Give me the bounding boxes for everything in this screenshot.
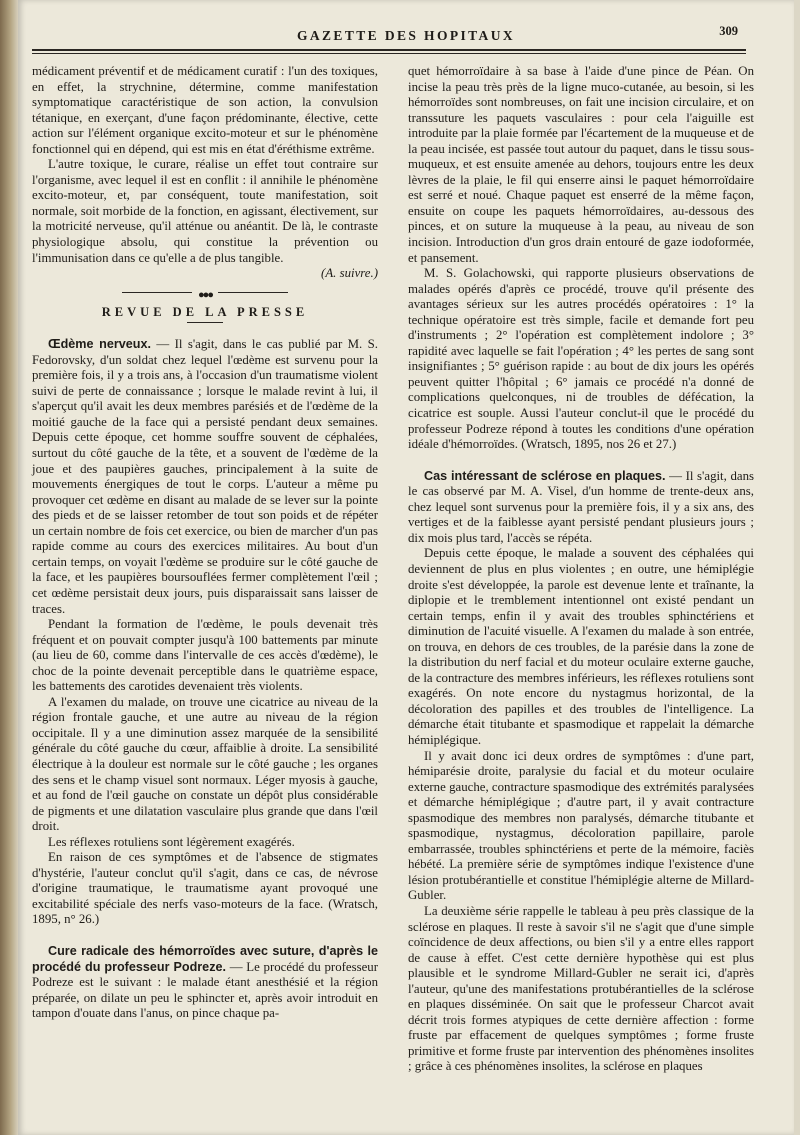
section-heading: REVUE DE LA PRESSE	[101, 304, 309, 319]
paragraph: quet hémorroïdaire à sa base à l'aide d'une pince de Péan. On incise la peau très près de la ligne muco-cutanée, au besoin, si les hémorroïdes sont nombreuses, on fait une incision circulaire, et on transsuture les paquets vasculaires : pour cela l'aiguille est introduite par la plaie formée par l'écartement de la muqueuse et de la peau incisée, est passée tout autour du paquet, dans le tissu sous-muqueux, et est ensuite amenée au dehors, toujours entre les deux lèvres de la plaie, le fil qui enserre ainsi le paquet hémorroïdaire est serré et noué. Chaque paquet est enserré de la même façon, ensuite on coupe les paquets hémorroïdaires, au-dessous des pinces, et on suture la muqueuse à la peau, au niveau de son incision. Introduction d'un gros drain entouré de gaze iodoformée, et pansement.	[408, 64, 754, 265]
header-rule-thin	[32, 53, 746, 54]
section-separator: ●●●	[32, 287, 378, 297]
right-column	[408, 64, 754, 1075]
paragraph: La deuxième série rappelle le tableau à peu près classique de la sclérose en plaques. Il reste à savoir s'il ne s'agit que d'une simple coïncidence de deux affections, ou bien s'il y a entre elles rapport de cause à effet. C'est cette dernière hypothèse qui est plus plausible et le syndrome Millard-Gubler ne serait ici, d'après l'auteur, qu'une des manifestations protubérantielles de la sclérose en plaques disséminée. On sait que le professeur Charcot avait décrit trois formes atypiques de cette dernière affection : forme fruste par effacement de quelques symptômes ; forme fruste primitive et forme fruste par intervention des phénomènes insolites ; grâce à ces phénomènes insolites, la sclérose en plaques	[408, 903, 754, 1074]
article-title: Œdème nerveux.	[48, 337, 151, 352]
paragraph: M. S. Golachowski, qui rapporte plusieurs observations de malades opérés d'après ce procédé, trouve qu'il présente des avantages sérieux sur les autres procédés opératoires : 1° la technique opératoire est très simple, facile et demande fort peu d'instruments ; 2° l'opération est complètement indolore ; 3° rapidité avec laquelle se fait l'opération ; 4° les pertes de sang sont insignifiantes ; 5° guérison rapide : au bout de dix jours les opérés peuvent quitter l'hôpital ; 6° jamais ce procédé n'a donné de complications quelconques, ni de troubles de défécation, la cicatrice est souple. Aussi l'auteur conclut-il que le procédé du professeur Podreze répond à toutes les conditions d'une opération idéale d'hémorroïdes. (Wratsch, 1895, nos 26 et 27.)	[408, 266, 754, 452]
article-hemorroides: Cure radicale des hémorroïdes avec suture, d'après le procédé du professeur Podreze. — Le procédé du professeur Podreze est le suivant : le malade étant anesthésié et la région préparée, on dilate un peu le sphincter et, après avoir introduit en tampon d'ouate dans l'anus, on pince chaque pa-	[32, 943, 378, 1021]
page-header	[18, 22, 794, 48]
paragraph: médicament préventif et de médicament curatif : l'un des toxiques, en effet, la strychnine, détermine, comme manifestation symptomatique caractéristique de son action, la convulsion tétanique, en exerçant, d'une façon prédominante, élective, cette action sur l'élément organique excito-moteur et sur le phénomène fonctionnel qui en dépend, qui est mis en état d'éréthisme extrême.	[32, 64, 378, 156]
to-be-continued: (A. suivre.)	[321, 266, 378, 281]
paragraph: A l'examen du malade, on trouve une cicatrice au niveau de la région frontale gauche, et une autre au niveau de la région occipitale. Il y a une diminution assez marquée de la sensibilité générale du côté gauche du cœur, affaiblie à droite. La sensibilité électrique à la douleur est normale sur le côté gauche ; les organes des sens et le champ visuel sont normaux. Léger myosis à gauche, et au fond de l'œil gauche on constate un dépôt plus considérable de pigments et une dilatation vasculaire plus grande que dans l'œil droit.	[32, 694, 378, 834]
left-column	[32, 64, 378, 1022]
paragraph: Les réflexes rotuliens sont légèrement exagérés.	[48, 834, 295, 849]
page-number: 309	[719, 24, 738, 38]
paragraph: Il y avait donc ici deux ordres de symptômes : d'une part, hémiparésie droite, paralysie du facial et du moteur oculaire externe gauche, contracture spasmodique des extrémités paralysées et démarche hémiplégique ; d'autre part, il y avait contracture spasmodique des membres non paralysés, démarche titubante et spasmodique, nystagmus, décoloration papillaire, parole embarrassée, troubles sphinctériens et perte de la mémoire, faciès hébété. La première série de symptômes indique l'existence d'une lésion protubérantielle et constitue l'hémiplégie alterne de Millard-Gubler.	[408, 748, 754, 903]
article-oedeme: Œdème nerveux. — Il s'agit, dans le cas publié par M. S. Fedorovsky, d'un soldat chez lequel l'œdème est survenu pour la première fois, il y a trois ans, à l'occasion d'un traumatisme violent suivi de perte de connaissance ; lorsque le malade revint à lui, il s'aperçut qu'il avait les deux membres parésiés et de l'œdème de la moitié gauche de la face qui a persisté pendant deux semaines. Depuis cette époque, cet homme souffre souvent de céphalées, surtout du côté gauche de la tête, et a souvent de l'œdème de la joue et des paupières gauches, principalement à la suite de mouvements énergiques de tout le corps. L'auteur a même pu provoquer cet œdème en disant au malade de se lever sur la pointe des pieds et de se laisser retomber de tout son poids et de répéter un certain nombre de fois cet exercice, ou bien de marcher d'un pas rapide comme au cours des exercices militaires. Au bout d'un certain temps, on voyait l'œdème se produire sur le côté gauche de la face, et les paupières boursouflées fermer complètement l'œil ; cet œdème persistait deux jours, puis disparaissait sans laisser de traces.	[32, 337, 378, 616]
paragraph: En raison de ces symptômes et de l'absence de stigmates d'hystérie, l'auteur conclut qu'il s'agit, dans ce cas, de névrose d'origine traumatique, le traumatisme ayant provoqué une excitabilité spéciale des nerfs vaso-moteurs de la face. (Wratsch, 1895, n° 26.)	[32, 850, 378, 927]
paragraph: Pendant la formation de l'œdème, le pouls devenait très fréquent et on pouvait compter jusqu'à 100 battements par minute (au lieu de 60, comme dans l'intervalle de ces accès d'œdème), le choc de la pointe devenait perceptible dans le quatrième espace, les battements des carotides devenaient très violents.	[32, 617, 378, 694]
text-columns	[32, 64, 754, 1114]
journal-title: GAZETTE DES HOPITAUX	[296, 28, 516, 43]
header-rule-thick	[32, 49, 746, 51]
journal-page	[18, 0, 794, 1135]
heading-rule	[187, 322, 223, 323]
article-sclerose: Cas intéressant de sclérose en plaques. — Il s'agit, dans le cas observé par M. A. Visel, d'un homme de trente-deux ans, chez lequel sont survenus pour la première fois, il y a six ans, des vertiges et de la faiblesse ayant persisté pendant plusieurs jours ; dix mois plus tard, l'accès se répéta.	[408, 468, 755, 545]
paragraph: Depuis cette époque, le malade a souvent des céphalées qui deviennent de plus en plus violentes ; en outre, une hémiplégie droite s'est développée, la parole est devenue lente et traînante, la diplopie et le tremblement intentionnel ont existé pendant un certain temps, enfin il y avait des troubles sphinctériens et diminution de l'acuité visuelle. A l'examen du malade à son entrée, on trouva, en dehors de ces troubles, de la parésie dans la zone de la distribution du nerf facial et du moteur oculaire externe gauche, de la contracture des membres inférieurs, les réflexes rotuliens sont exagérés. On note encore du nystagmus horizontal, de la décoloration des papilles et des troubles de l'intelligence. La démarche était titubante et spasmodique et rappelait la démarche hémiplégique.	[408, 546, 754, 747]
article-title: Cure radicale des hémorroïdes avec suture, d'après le procédé du professeur Podreze.	[32, 943, 378, 974]
book-binding-edge	[0, 0, 18, 1135]
article-title: Cas intéressant de sclérose en plaques.	[424, 468, 666, 483]
paragraph: L'autre toxique, le curare, réalise un effet tout contraire sur l'organisme, avec lequel il est en conflit : il annihile le phénomène excito-moteur, et, par conséquent, toute manifestation, soit normale, soit morbide de la fonction, en agissant, électivement, sur la motricité nerveuse, qu'il atténue ou anéantit. De là, le contraste physiologique absolu, qui constitue la prévention ou l'immunisation dans ce qu'elle a de plus tangible.	[32, 157, 378, 265]
